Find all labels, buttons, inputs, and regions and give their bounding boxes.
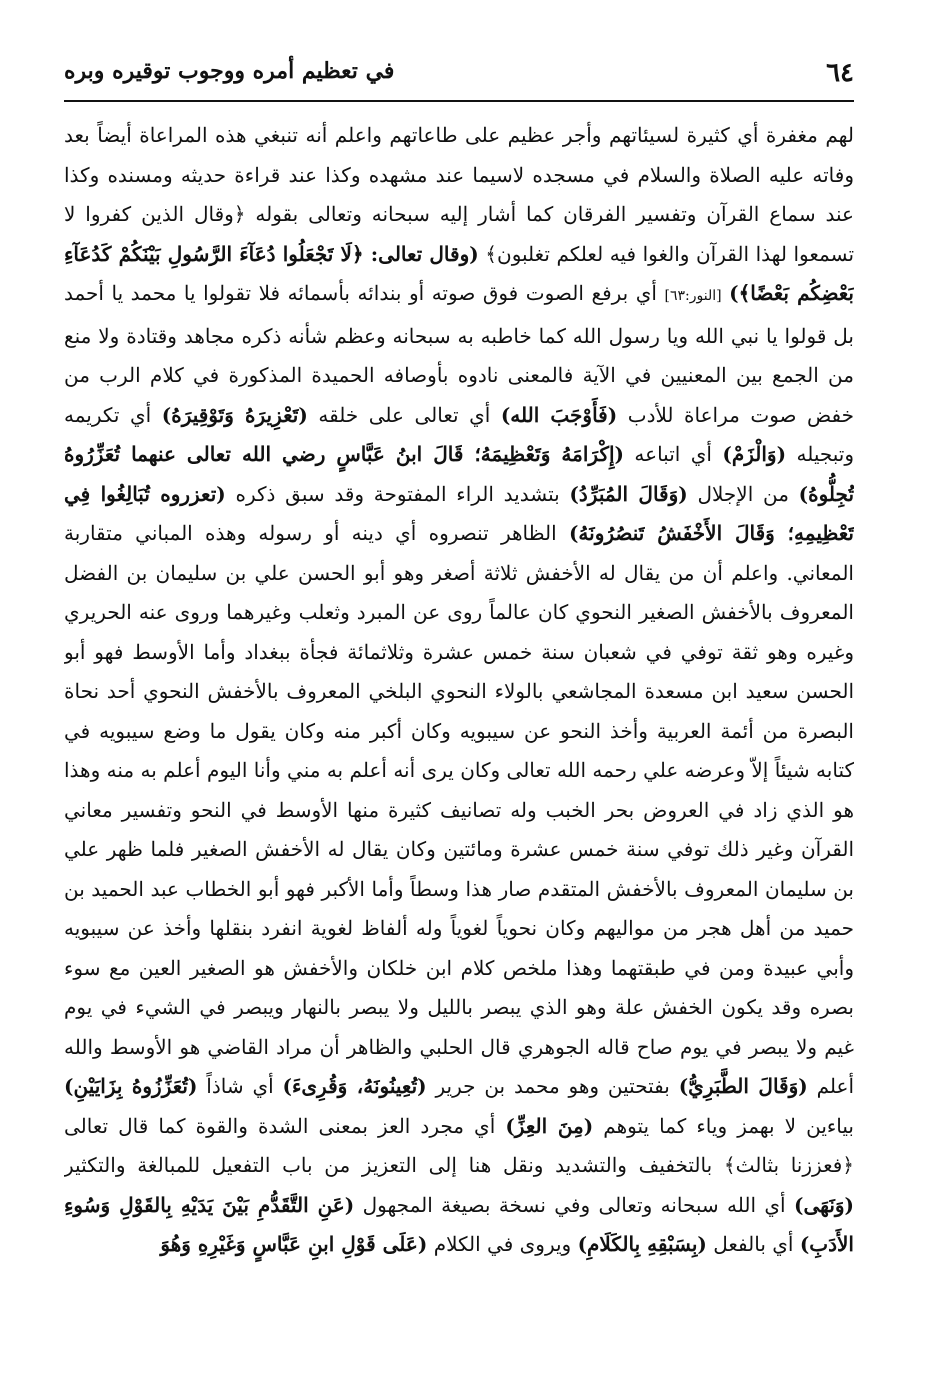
text-segment: الظاهر تنصروه أي دينه أو رسوله وهذه المباني متقاربة المعاني. واعلم أن من يقال له الأخفش ثلاثة أصغر وهو أبو الحسن علي بن سليمان بن الفضل المعروف بالأخفش الصغير النحوي كان عالماً روى عن المبرد وثعلب وغيرهما وروى عنه الحريري وغيره وهو ثقة توفي في شعبان سنة خمس عشرة وثلاثمائة فجأة ببغداد وأما الأوسط فهو أبو الحسن سعيد ابن مسعدة المجاشعي بالولاء النحوي البلخي المعروف بالأخفش النحوي أحد نحاة البصرة من أئمة العربية وأخذ النحو عن سيبويه وكان أكبر منه وكان يقول ما وضع سيبويه في كتابه شيئاً إلاّ وعرضه علي رحمه الله تعالى وكان يرى أنه أعلم به مني وأنا اليوم أعلم به منه وهذا هو الذي زاد في العروض بحر الخبب وله تصانيف كثيرة منها الأوسط في النحو وتفسير معاني القرآن وغير ذلك توفي سنة خمس عشرة ومائتين وكان يقال له الأخفش الصغير فلما ظهر علي بن سليمان المعروف بالأخفش المتقدم صار هذا وسطاً وأما الأكبر فهو أبو الخطاب عبد الحميد بن حميد من أهل هجر من مواليهم وكان نحوياً لغوياً وله ألفاظ لغوية انفرد بنقلها وأخذ عن سيبويه وأبي عبيدة ومن في طبقتهما وهذا ملخص كلام ابن خلكان والأخفش هو الصغير العين مع سوء بصره وقد يكون الخفش علة وهو الذي يبصر بالليل ولا يبصر بالنهار ويبصر في الشيء في يوم غيم ولا يبصر في يوم صاح قاله الجوهري قال الحلبي والظاهر أن مراد القاضي هو الأوسط والله أعلم [64,521,854,1098]
quoted-matn: (وَقَالَ المُبَرِّدُ) [569,481,688,506]
text-segment: أي شاذاً [206,1074,274,1098]
text-segment: بتشديد الراء المفتوحة وقد سبق ذكره [235,481,560,506]
quoted-matn: (تَعْزِيرَهُ وَتَوْقِيرَهُ) [161,402,308,427]
quoted-matn: (تُعِينُونَهُ، وَقُرِىءَ) [282,1074,427,1098]
quoted-matn: (عَلَى قَوْلِ ابنِ عَبَّاسٍ وَغَيْرِهِ وَهُوَ [160,1232,428,1256]
text-segment: أي برفع الصوت فوق صوته أو بندائه بأسمائه فلا تقولوا يا محمد يا أحمد بل قولوا يا نبي الله ويا رسول الله كما خاطبه به سبحانه وعظم شأنه ذكره مجاهد وقتادة ولا منع من الجمع بين المعنيين في الآية فالمعنى نادوه بأوصافه الحميدة المذكورة في كلام الرب من خفض صوت مراعاة للأدب [64,281,854,427]
header-rule [64,100,854,102]
quoted-matn: (وَقَالَ الطَّبَرِيُّ) [678,1074,808,1098]
quoted-matn: (وَنَهَى) [793,1192,854,1217]
text-segment: بياءين لا بهمز وياء كما يتوهم [603,1113,854,1138]
text-segment: أي تكريمه وتبجيله [64,402,854,466]
body-text [64,116,854,1366]
text-segment: أي اتباعه [634,442,712,466]
quoted-matn: (مِنَ العِزِّ) [505,1113,594,1138]
quoted-matn: (وقال تعالى: ﴿لَا تَجْعَلُوا دُعَآءَ الرَّسُولِ بَيْنَكُمْ كَدُعَآءِ بَعْضِكُم بَعْضًا﴾) [64,241,854,305]
quoted-matn: (تعزروه تُبَالِغُوا فِي تَعْظِيمِهِ؛ وَقَالَ الأَخْفَشُ تَنصُرُونَهُ) [64,481,854,545]
verse-citation: [النور:٦٣] [664,288,722,304]
quoted-matn: (تُعَزِّزُوهُ بِزَايَيْنِ) [64,1074,198,1098]
quoted-matn: (إِكْرَامَهُ وَتَعْظِيمَهُ؛ قَالَ ابنُ عَبَّاسٍ رضي الله تعالى عنهما تُعَزِّرُوهُ تُجِلُّوهُ) [64,442,854,506]
text-segment: بفتحتين وهو محمد بن جرير [435,1074,670,1098]
text-segment: أي الله سبحانه وتعالى وفي نسخة بصيغة المجهول [362,1192,786,1217]
quoted-matn: (عَنِ التَّقَدُّمِ بَيْنَ يَدَيْهِ بِالقَوْلِ وَسُوءِ الأَدَبِ) [64,1192,854,1256]
text-segment: أي مجرد العز بمعنى الشدة والقوة كما قال تعالى ﴿فعززنا بثالث﴾ بالتخفيف والتشديد ونقل هنا إلى التعزيز من باب التفعيل للمبالغة والتكثير [64,1113,854,1177]
text-segment: ويروى في الكلام [433,1232,572,1256]
running-title: في تعظيم أمره ووجوب توقيره وبره [64,58,395,84]
quoted-matn: (وَالْزَمْ) [722,442,787,466]
text-segment: أي بالفعل [713,1232,794,1256]
quoted-matn: (بِسَبْقِهِ بِالكَلَامِ) [577,1232,707,1256]
page-number: ٦٤ [826,58,854,88]
quoted-matn: (فَأَوْجَبَ الله) [500,402,618,427]
page-header [64,56,854,96]
text-segment: لهم مغفرة أي كثيرة لسيئاتهم وأجر عظيم على طاعاتهم واعلم أنه تنبغي هذه المراعاة أيضاً بعد وفاته عليه الصلاة والسلام في مسجده لاسيما عند مشهده وكذا عند قراءة حديثه ومسنده وكذا عند سماع القرآن وتفسير الفرقان كما أشار إليه سبحانه وتعالى بقوله ﴿وقال الذين كفروا لا تسمعوا لهذا القرآن والغوا فيه لعلكم تغلبون﴾ [64,123,854,266]
text-segment: من الإجلال [697,481,789,506]
text-segment: أي تعالى على خلقه [318,402,491,427]
